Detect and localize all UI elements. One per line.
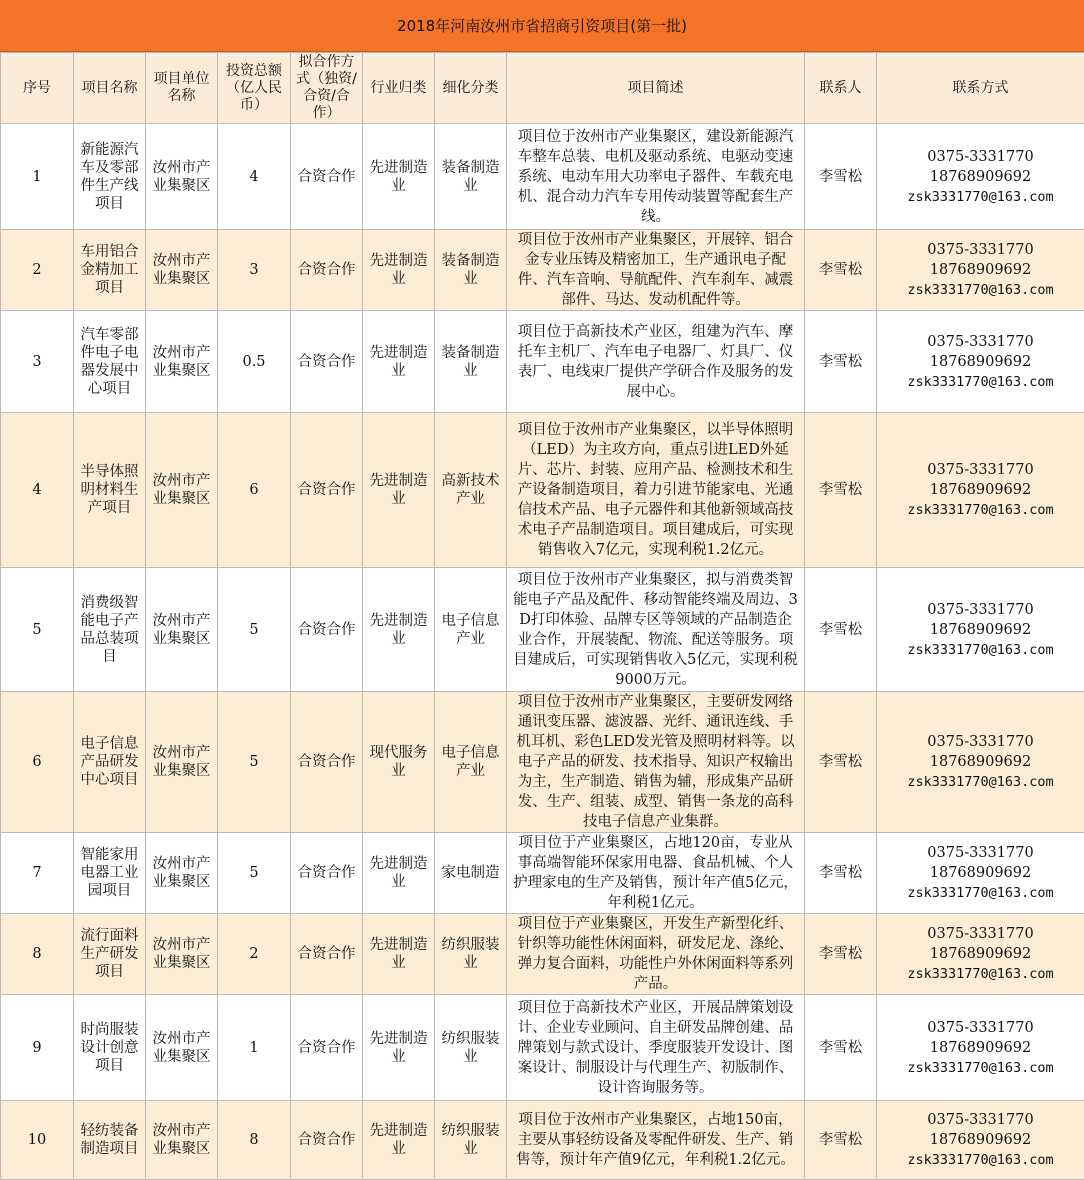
cell-industry: 先进制造业 bbox=[363, 230, 435, 311]
cell-desc: 项目位于汝州市产业集聚区，建设新能源汽车整车总装、电机及驱动系统、电驱动变速系统、电动车用大功率电子器件、车载充电机、混合动力汽车专用传动装置等配套生产线。 bbox=[507, 124, 805, 230]
cell-contact bbox=[877, 124, 1084, 230]
cell-industry: 先进制造业 bbox=[363, 124, 435, 230]
header-no: 序号 bbox=[1, 53, 74, 124]
cell-contact bbox=[877, 568, 1084, 692]
cell-coop: 合资合作 bbox=[291, 914, 363, 995]
cell-no: 9 bbox=[1, 995, 74, 1101]
contact-mobile: 18768909692 bbox=[880, 260, 1081, 280]
contact-email: zsk3331770@163.com bbox=[880, 372, 1081, 392]
table-row bbox=[1, 995, 1084, 1101]
cell-unit: 汝州市产业集聚区 bbox=[146, 692, 218, 833]
contact-mobile: 18768909692 bbox=[880, 1130, 1081, 1150]
cell-person: 李雪松 bbox=[805, 124, 877, 230]
cell-industry: 先进制造业 bbox=[363, 995, 435, 1101]
cell-invest: 5 bbox=[218, 833, 291, 914]
cell-person: 李雪松 bbox=[805, 995, 877, 1101]
cell-invest: 5 bbox=[218, 568, 291, 692]
cell-no: 10 bbox=[1, 1101, 74, 1180]
cell-name: 轻纺装备制造项目 bbox=[74, 1101, 146, 1180]
header-industry: 行业归类 bbox=[363, 53, 435, 124]
cell-industry: 先进制造业 bbox=[363, 568, 435, 692]
cell-no: 7 bbox=[1, 833, 74, 914]
cell-no: 6 bbox=[1, 692, 74, 833]
cell-desc: 项目位于汝州市产业集聚区，占地150亩，主要从事轻纺设备及零配件研发、生产、销售等，预计年产值9亿元，年利税1.2亿元。 bbox=[507, 1101, 805, 1180]
cell-invest: 5 bbox=[218, 692, 291, 833]
contact-email: zsk3331770@163.com bbox=[880, 883, 1081, 903]
cell-sub: 装备制造业 bbox=[435, 311, 507, 413]
cell-coop: 合资合作 bbox=[291, 833, 363, 914]
cell-desc: 项目位于汝州市产业集聚区，以半导体照明（LED）为主攻方向，重点引进LED外延片、芯片、封装、应用产品、检测技术和生产设备制造项目，着力引进节能家电、光通信技术产品、电子元器件和其他新领域高技术电子产品制造项目。项目建成后，可实现销售收入7亿元，实现利税1.2亿元。 bbox=[507, 413, 805, 568]
cell-industry: 先进制造业 bbox=[363, 311, 435, 413]
contact-mobile: 18768909692 bbox=[880, 752, 1081, 772]
cell-invest: 1 bbox=[218, 995, 291, 1101]
cell-unit: 汝州市产业集聚区 bbox=[146, 413, 218, 568]
cell-person: 李雪松 bbox=[805, 568, 877, 692]
cell-coop: 合资合作 bbox=[291, 413, 363, 568]
contact-phone: 0375-3331770 bbox=[880, 732, 1081, 752]
cell-sub: 电子信息产业 bbox=[435, 568, 507, 692]
cell-sub: 装备制造业 bbox=[435, 230, 507, 311]
contact-mobile: 18768909692 bbox=[880, 352, 1081, 372]
contact-phone: 0375-3331770 bbox=[880, 1018, 1081, 1038]
header-contact: 联系方式 bbox=[877, 53, 1084, 124]
cell-invest: 0.5 bbox=[218, 311, 291, 413]
cell-invest: 8 bbox=[218, 1101, 291, 1180]
cell-invest: 3 bbox=[218, 230, 291, 311]
cell-coop: 合资合作 bbox=[291, 124, 363, 230]
cell-industry: 现代服务业 bbox=[363, 692, 435, 833]
table-row bbox=[1, 230, 1084, 311]
table-row bbox=[1, 311, 1084, 413]
cell-contact bbox=[877, 311, 1084, 413]
cell-desc: 项目位于汝州市产业集聚区，拟与消费类智能电子产品及配件、移动智能终端及周边、3D打印体验、品牌专区等领域的产品制造企业合作，开展装配、物流、配送等服务。项目建成后，可实现销售收入5亿元，实现利税9000万元。 bbox=[507, 568, 805, 692]
cell-sub: 纺织服装业 bbox=[435, 1101, 507, 1180]
contact-email: zsk3331770@163.com bbox=[880, 280, 1081, 300]
contact-email: zsk3331770@163.com bbox=[880, 500, 1081, 520]
contact-email: zsk3331770@163.com bbox=[880, 772, 1081, 792]
cell-sub: 纺织服装业 bbox=[435, 914, 507, 995]
cell-unit: 汝州市产业集聚区 bbox=[146, 124, 218, 230]
cell-name: 电子信息产品研发中心项目 bbox=[74, 692, 146, 833]
cell-name: 车用铝合金精加工项目 bbox=[74, 230, 146, 311]
cell-unit: 汝州市产业集聚区 bbox=[146, 311, 218, 413]
header-coop: 拟合作方式（独资/合资/合作） bbox=[291, 53, 363, 124]
header-unit: 项目单位名称 bbox=[146, 53, 218, 124]
contact-phone: 0375-3331770 bbox=[880, 600, 1081, 620]
cell-desc: 项目位于高新技术产业区，组建为汽车、摩托车主机厂、汽车电子电器厂、灯具厂、仪表厂、电线束厂提供产学研合作及服务的发展中心。 bbox=[507, 311, 805, 413]
table-row bbox=[1, 1101, 1084, 1180]
cell-industry: 先进制造业 bbox=[363, 833, 435, 914]
cell-name: 流行面料生产研发项目 bbox=[74, 914, 146, 995]
cell-contact bbox=[877, 914, 1084, 995]
cell-contact bbox=[877, 1101, 1084, 1180]
contact-email: zsk3331770@163.com bbox=[880, 187, 1081, 207]
contact-phone: 0375-3331770 bbox=[880, 240, 1081, 260]
contact-phone: 0375-3331770 bbox=[880, 924, 1081, 944]
cell-no: 3 bbox=[1, 311, 74, 413]
cell-no: 4 bbox=[1, 413, 74, 568]
cell-person: 李雪松 bbox=[805, 311, 877, 413]
cell-no: 1 bbox=[1, 124, 74, 230]
header-row bbox=[1, 53, 1084, 124]
cell-sub: 纺织服装业 bbox=[435, 995, 507, 1101]
cell-unit: 汝州市产业集聚区 bbox=[146, 833, 218, 914]
contact-mobile: 18768909692 bbox=[880, 1038, 1081, 1058]
cell-no: 5 bbox=[1, 568, 74, 692]
cell-coop: 合资合作 bbox=[291, 568, 363, 692]
cell-name: 智能家用电器工业园项目 bbox=[74, 833, 146, 914]
table-row bbox=[1, 914, 1084, 995]
cell-coop: 合资合作 bbox=[291, 311, 363, 413]
contact-phone: 0375-3331770 bbox=[880, 1110, 1081, 1130]
contact-mobile: 18768909692 bbox=[880, 863, 1081, 883]
contact-mobile: 18768909692 bbox=[880, 620, 1081, 640]
cell-invest: 2 bbox=[218, 914, 291, 995]
cell-no: 2 bbox=[1, 230, 74, 311]
cell-desc: 项目位于高新技术产业区，开展品牌策划设计、企业专业顾问、自主研发品牌创建、品牌策划与款式设计、季度服装开发设计、图案设计、制服设计与代理生产、初版制作、设计咨询服务等。 bbox=[507, 995, 805, 1101]
cell-person: 李雪松 bbox=[805, 1101, 877, 1180]
contact-mobile: 18768909692 bbox=[880, 480, 1081, 500]
cell-desc: 项目位于汝州市产业集聚区，开展锌、铝合金专业压铸及精密加工，生产通讯电子配件、汽车音响、导航配件、汽车刹车、减震部件、马达、发动机配件等。 bbox=[507, 230, 805, 311]
header-sub: 细化分类 bbox=[435, 53, 507, 124]
cell-unit: 汝州市产业集聚区 bbox=[146, 995, 218, 1101]
cell-industry: 先进制造业 bbox=[363, 1101, 435, 1180]
contact-email: zsk3331770@163.com bbox=[880, 1150, 1081, 1170]
cell-person: 李雪松 bbox=[805, 914, 877, 995]
cell-unit: 汝州市产业集聚区 bbox=[146, 230, 218, 311]
table-row bbox=[1, 124, 1084, 230]
cell-person: 李雪松 bbox=[805, 833, 877, 914]
cell-contact bbox=[877, 995, 1084, 1101]
cell-coop: 合资合作 bbox=[291, 995, 363, 1101]
cell-person: 李雪松 bbox=[805, 413, 877, 568]
projects-table bbox=[0, 52, 1084, 1180]
table-row bbox=[1, 692, 1084, 833]
cell-contact bbox=[877, 692, 1084, 833]
cell-unit: 汝州市产业集聚区 bbox=[146, 1101, 218, 1180]
cell-sub: 高新技术产业 bbox=[435, 413, 507, 568]
contact-phone: 0375-3331770 bbox=[880, 147, 1081, 167]
cell-name: 消费级智能电子产品总装项目 bbox=[74, 568, 146, 692]
cell-sub: 电子信息产业 bbox=[435, 692, 507, 833]
header-desc: 项目简述 bbox=[507, 53, 805, 124]
cell-contact bbox=[877, 413, 1084, 568]
cell-industry: 先进制造业 bbox=[363, 914, 435, 995]
cell-name: 新能源汽车及零部件生产线项目 bbox=[74, 124, 146, 230]
contact-email: zsk3331770@163.com bbox=[880, 964, 1081, 984]
cell-name: 时尚服装设计创意项目 bbox=[74, 995, 146, 1101]
cell-coop: 合资合作 bbox=[291, 230, 363, 311]
contact-mobile: 18768909692 bbox=[880, 167, 1081, 187]
table-title: 2018年河南汝州市省招商引资项目(第一批) bbox=[0, 0, 1084, 52]
contact-email: zsk3331770@163.com bbox=[880, 1058, 1081, 1078]
cell-no: 8 bbox=[1, 914, 74, 995]
table-row bbox=[1, 568, 1084, 692]
cell-invest: 4 bbox=[218, 124, 291, 230]
header-person: 联系人 bbox=[805, 53, 877, 124]
cell-person: 李雪松 bbox=[805, 692, 877, 833]
header-invest: 投资总额（亿人民币） bbox=[218, 53, 291, 124]
cell-coop: 合资合作 bbox=[291, 692, 363, 833]
contact-phone: 0375-3331770 bbox=[880, 332, 1081, 352]
cell-industry: 先进制造业 bbox=[363, 413, 435, 568]
contact-email: zsk3331770@163.com bbox=[880, 640, 1081, 660]
cell-person: 李雪松 bbox=[805, 230, 877, 311]
table-row bbox=[1, 833, 1084, 914]
cell-name: 汽车零部件电子电器发展中心项目 bbox=[74, 311, 146, 413]
contact-phone: 0375-3331770 bbox=[880, 460, 1081, 480]
cell-desc: 项目位于产业集聚区，开发生产新型化纤、针织等功能性休闲面料，研发尼龙、涤纶、弹力复合面料，功能性户外休闲面料等系列产品。 bbox=[507, 914, 805, 995]
cell-unit: 汝州市产业集聚区 bbox=[146, 914, 218, 995]
cell-contact bbox=[877, 230, 1084, 311]
cell-invest: 6 bbox=[218, 413, 291, 568]
cell-unit: 汝州市产业集聚区 bbox=[146, 568, 218, 692]
table-row bbox=[1, 413, 1084, 568]
cell-coop: 合资合作 bbox=[291, 1101, 363, 1180]
cell-sub: 装备制造业 bbox=[435, 124, 507, 230]
contact-phone: 0375-3331770 bbox=[880, 843, 1081, 863]
cell-desc: 项目位于汝州市产业集聚区，主要研发网络通讯变压器、滤波器、光纤、通讯连线、手机耳机、彩色LED发光管及照明材料等。以电子产品的研发、技术指导、知识产权输出为主，生产制造、销售为辅，形成集产品研发、生产、组装、成型、销售一条龙的高科技电子信息产业集群。 bbox=[507, 692, 805, 833]
header-name: 项目名称 bbox=[74, 53, 146, 124]
cell-name: 半导体照明材料生产项目 bbox=[74, 413, 146, 568]
cell-contact bbox=[877, 833, 1084, 914]
contact-mobile: 18768909692 bbox=[880, 944, 1081, 964]
cell-desc: 项目位于产业集聚区，占地120亩，专业从事高端智能环保家用电器、食品机械、个人护理家电的生产及销售，预计年产值5亿元，年利税1亿元。 bbox=[507, 833, 805, 914]
cell-sub: 家电制造 bbox=[435, 833, 507, 914]
